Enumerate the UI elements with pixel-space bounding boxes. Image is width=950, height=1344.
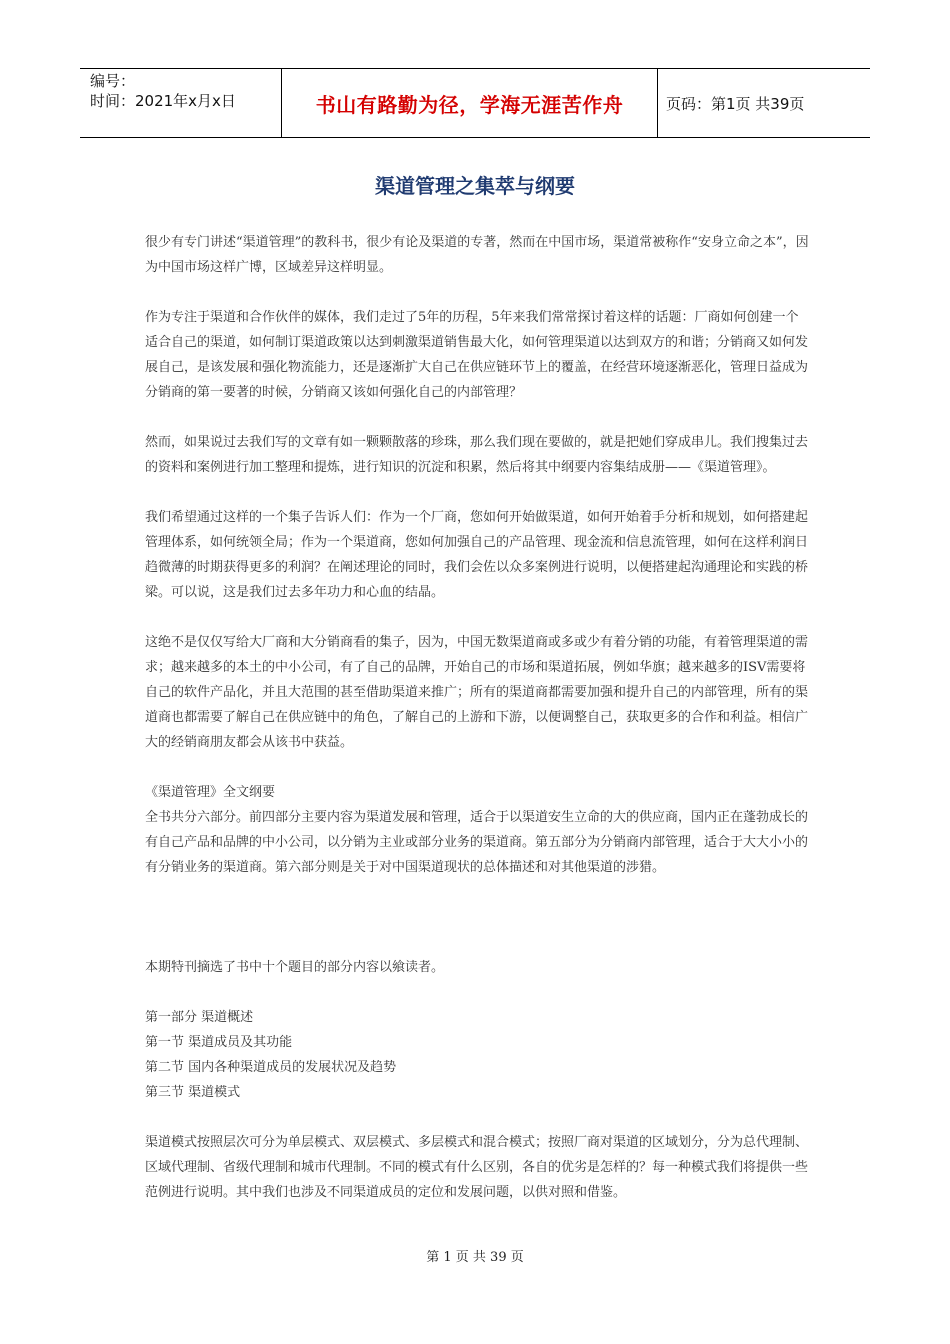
- toc-item: 第一部分 渠道概述: [145, 1010, 254, 1025]
- document-title: 渠道管理之集萃与纲要: [375, 174, 575, 198]
- toc-item: 第二节 国内各种渠道成员的发展状况及趋势: [145, 1060, 397, 1075]
- paragraph: 作为专注于渠道和合作伙伴的媒体，我们走过了5年的历程，5年来我们常常探讨着这样的话题：厂商如何创建一个适合自己的渠道，如何制订渠道政策以达到刺激渠道销售最大化，如何管理渠道以达到双方的和谐；分销商又如何发展自己，是该发展和强化物流能力，还是逐渐扩大自己在供应链环节上的覆盖，在经营环境逐渐恶化，管理日益成为分销商的第一要著的时候，分销商又该如何强化自己的内部管理？: [145, 310, 809, 400]
- excerpt-note: 本期特刊摘选了书中十个题目的部分内容以飨读者。: [145, 960, 445, 975]
- header-meta: [80, 69, 282, 137]
- toc-item: 第三节 渠道模式: [145, 1085, 241, 1100]
- paragraph: 然而，如果说过去我们写的文章有如一颗颗散落的珍珠，那么我们现在要做的，就是把她们穿成串儿。我们搜集过去的资料和案例进行加工整理和提炼，进行知识的沉淀和积累，然后将其中纲要内容集结成册——《渠道管理》。: [145, 435, 809, 475]
- paragraph: 这绝不是仅仅写给大厂商和大分销商看的集子，因为，中国无数渠道商或多或少有着分销的功能，有着管理渠道的需求；越来越多的本土的中小公司，有了自己的品牌，开始自己的市场和渠道拓展，例如华旗；越来越多的ISV需要将自己的软件产品化，并且大范围的甚至借助渠道来推广；所有的渠道商都需要加强和提升自己的内部管理，所有的渠道商也都需要了解自己在供应链中的角色，了解自己的上游和下游，以便调整自己，获取更多的合作和利益。相信广大的经销商朋友都会从该书中获益。: [145, 635, 809, 750]
- outline-paragraph: 全书共分六部分。前四部分主要内容为渠道发展和管理，适合于以渠道安生立命的大的供应商，国内正在蓬勃成长的有自己产品和品牌的中小公司，以分销为主业或部分业务的渠道商。第五部分为分销商内部管理，适合于大大小小的有分销业务的渠道商。第六部分则是关于对中国渠道现状的总体描述和对其他渠道的涉猎。: [145, 810, 809, 875]
- time-label: 时间：2021年x月x日: [90, 92, 236, 110]
- paragraph: 很少有专门讲述“渠道管理”的教科书，很少有论及渠道的专著，然而在中国市场，渠道常被称作“安身立命之本”，因为中国市场这样广博，区域差异这样明显。: [145, 235, 809, 275]
- toc-item: 第一节 渠道成员及其功能: [145, 1035, 293, 1050]
- paragraph: 我们希望通过这样的一个集子告诉人们：作为一个厂商，您如何开始做渠道，如何开始着手分析和规划，如何搭建起管理体系，如何统领全局；作为一个渠道商，您如何加强自己的产品管理、现金流和信息流管理，如何在这样利润日趋微薄的时期获得更多的利润？在阐述理论的同时，我们会佐以众多案例进行说明，以便搭建起沟通理论和实践的桥梁。可以说，这是我们过去多年功力和心血的结晶。: [145, 510, 809, 600]
- paragraph: 渠道模式按照层次可分为单层模式、双层模式、多层模式和混合模式；按照厂商对渠道的区域划分，分为总代理制、区域代理制、省级代理制和城市代理制。不同的模式有什么区别，各自的优劣是怎样的？每一种模式我们将提供一些范例进行说明。其中我们也涉及不同渠道成员的定位和发展问题，以供对照和借鉴。: [145, 1135, 809, 1200]
- page-footer: 第 1 页 共 39 页: [426, 1250, 524, 1265]
- header-motto: 书山有路勤为径，学海无涯苦作舟: [282, 69, 658, 137]
- document-body: [145, 230, 810, 1205]
- header-page-info: 页码：第1页 共39页: [666, 94, 805, 113]
- outline-heading: 《渠道管理》全文纲要: [145, 785, 276, 800]
- document-header: [80, 68, 870, 138]
- number-label: 编号：: [90, 72, 136, 90]
